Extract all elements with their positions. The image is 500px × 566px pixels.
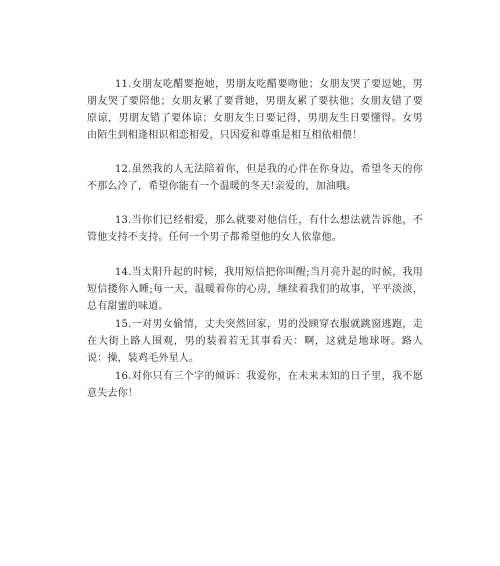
paragraph-13 [87, 212, 423, 246]
paragraph-text: 11.女朋友吃醋要抱她，男朋友吃醋要吻他；女朋友哭了要逗她，男朋友哭了要陪他；女朋友累了要背她，男朋友累了要扶他；女朋友错了要原谅，男朋友错了要体谅；女朋友生日要记得，男朋友生日要懂得。女男由陌生到相逢相识相恋相爱，只因爱和尊重是相互相依相偎！ [87, 79, 423, 141]
paragraph-text: 12.虽然我的人无法陪着你，但是我的心伴在你身边，希望冬天的你不那么冷了，希望你能有一个温暖的冬天!亲爱的，加油哦。 [87, 164, 423, 192]
paragraph-11 [87, 76, 423, 144]
paragraph-text: 14.当太阳升起的时候，我用短信把你叫醒;当月亮升起的时候，我用短信搂你入睡;每一天，温暖着你的心房，继续着我们的故事，平平淡淡，总有甜蜜的味道。 [87, 267, 423, 312]
paragraph-text: 13.当你们已经相爱，那么就要对他信任，有什么想法就告诉他，不管他支持不支持。任何一个男子都希望他的女人依靠他。 [87, 215, 423, 243]
paragraph-15 [87, 316, 423, 367]
paragraph-text: 15.一对男女偷情，丈夫突然回家，男的没顾穿衣服就跳窗逃跑，走在大街上路人围观，男的装着若无其事看天：啊，这就是地球呀。路人说：操，装鸡毛外星人。 [87, 319, 423, 364]
paragraph-14 [87, 264, 423, 315]
paragraph-text: 16.对你只有三个字的倾诉：我爱你，在未来未知的日子里，我不愿意失去你！ [87, 371, 423, 399]
paragraph-16 [87, 368, 423, 402]
paragraph-12 [87, 161, 423, 195]
